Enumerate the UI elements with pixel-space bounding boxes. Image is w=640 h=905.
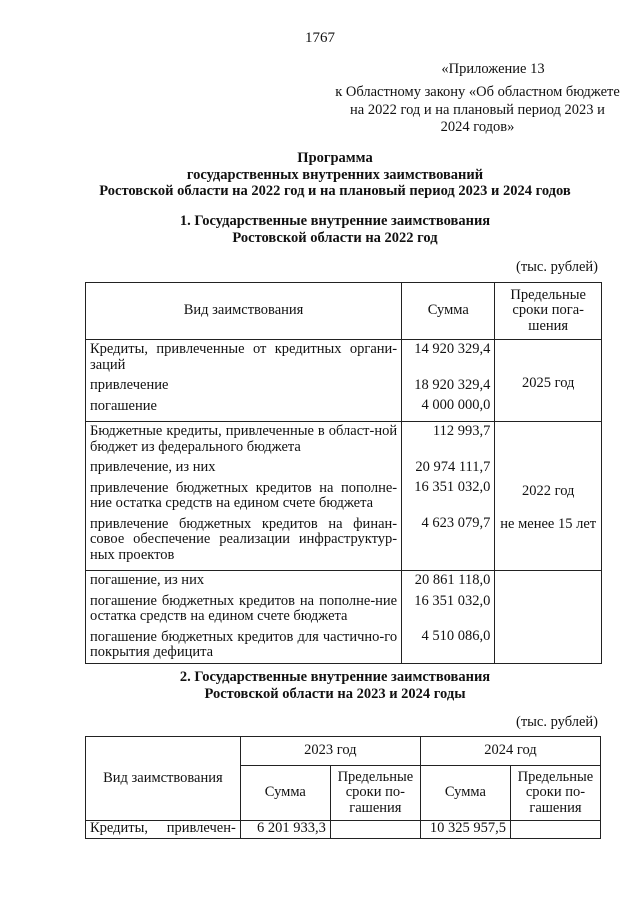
header-sum-2024: Сумма <box>420 766 510 821</box>
table-row <box>86 571 602 664</box>
header-term-2023: Предельные сроки по-гашения <box>330 766 420 821</box>
row-sum-2023 <box>240 821 330 839</box>
table-header-row <box>86 737 601 766</box>
row-sum: 20 974 111,7 <box>415 458 491 475</box>
group-2-sums <box>402 422 495 571</box>
row-sum-2023-text: 6 201 933,3 <box>256 821 326 836</box>
row-sum: 16 351 032,0 <box>414 479 491 495</box>
term-value: 2025 год <box>521 375 575 391</box>
group-3-names <box>86 571 402 664</box>
term-value: 2022 год <box>521 483 575 499</box>
section-1-table <box>85 282 602 664</box>
header-term-2024: Предельные сроки по-гашения <box>510 766 600 821</box>
row-name: погашение, из них <box>90 572 205 588</box>
group-1-sums <box>402 340 495 422</box>
row-term-2024 <box>510 821 600 839</box>
program-title-line-2: государственных внутренних заимствований <box>186 166 484 183</box>
row-name: погашение бюджетных кредитов для частично-го покрытия дефицита <box>90 628 398 660</box>
section-1-title-line-1: 1. Государственные внутренние заимствования <box>179 213 491 229</box>
row-sum: 4 623 079,7 <box>421 514 491 531</box>
row-name: погашение бюджетных кредитов на пополне-ние остатка средств на едином счете бюджета <box>90 592 398 624</box>
row-sum-2024-text: 10 325 957,5 <box>429 821 506 836</box>
row-name: Кредиты, привлеченные от кредитных органи-заций <box>90 341 398 373</box>
row-sum: 14 920 329,4 <box>414 341 491 357</box>
header-year-2023: 2023 год <box>240 737 420 766</box>
program-title-line-3: Ростовской области на 2022 год и на плановый период 2023 и 2024 годов <box>99 183 571 199</box>
table-header-row <box>86 283 602 340</box>
table-row <box>86 821 601 839</box>
appendix-line-1: «Приложение 13 <box>441 61 545 77</box>
group-1-term <box>495 340 602 422</box>
section-1-title-line-2: Ростовской области на 2022 год <box>232 229 438 246</box>
row-name: привлечение <box>90 377 169 393</box>
table-row <box>86 422 602 571</box>
header-sum-2023: Сумма <box>240 766 330 821</box>
section-2-table <box>85 736 601 839</box>
program-title <box>60 150 610 200</box>
row-name: привлечение бюджетных кредитов на пополне-ние остатка средств на едином счете бюджета <box>90 479 398 511</box>
section-1-title <box>60 213 610 246</box>
header-type: Вид заимствования <box>86 283 402 340</box>
table-row <box>86 340 602 422</box>
row-sum: 112 993,7 <box>432 423 491 439</box>
group-3-sums <box>402 571 495 664</box>
page-number: 1767 <box>305 30 335 46</box>
program-title-line-1: Программа <box>297 150 373 166</box>
row-name: привлечение бюджетных кредитов на финан-совое обеспечение реализации инфраструктур-ных проектов <box>90 515 398 563</box>
row-name-text: Кредиты, привлечен- <box>90 821 236 836</box>
section-2-title <box>60 669 610 702</box>
header-term: Предельные сроки пога-шения <box>495 283 602 340</box>
row-name <box>86 821 241 839</box>
row-sum: 4 000 000,0 <box>421 397 491 413</box>
header-year-2024: 2024 год <box>420 737 600 766</box>
header-type: Вид заимствования <box>86 737 241 821</box>
row-sum: 20 861 118,0 <box>414 572 491 588</box>
group-3-term <box>495 571 602 664</box>
group-1-names <box>86 340 402 422</box>
row-term-2023 <box>330 821 420 839</box>
group-2-terms <box>495 422 602 571</box>
row-sum: 18 920 329,4 <box>414 376 491 393</box>
row-name: привлечение, из них <box>90 459 216 475</box>
row-name: погашение <box>90 397 157 414</box>
term-value: не менее 15 лет <box>500 515 597 532</box>
header-sum: Сумма <box>402 283 495 340</box>
section-1-unit: (тыс. рублей) <box>516 259 598 275</box>
section-2-title-line-2: Ростовской области на 2023 и 2024 годы <box>204 685 466 702</box>
appendix-line-2: к Областному закону «Об областном бюджете на 2022 год и на плановый период 2023 и 2024 годов» <box>335 84 620 135</box>
row-sum: 4 510 086,0 <box>421 628 491 644</box>
section-2-title-line-1: 2. Государственные внутренние заимствования <box>179 669 491 685</box>
row-name: Бюджетные кредиты, привлеченные в област-ной бюджет из федерального бюджета <box>90 423 398 455</box>
group-2-names <box>86 422 402 571</box>
section-2-unit: (тыс. рублей) <box>516 714 598 730</box>
row-sum-2024 <box>420 821 510 839</box>
row-sum: 16 351 032,0 <box>414 592 491 609</box>
